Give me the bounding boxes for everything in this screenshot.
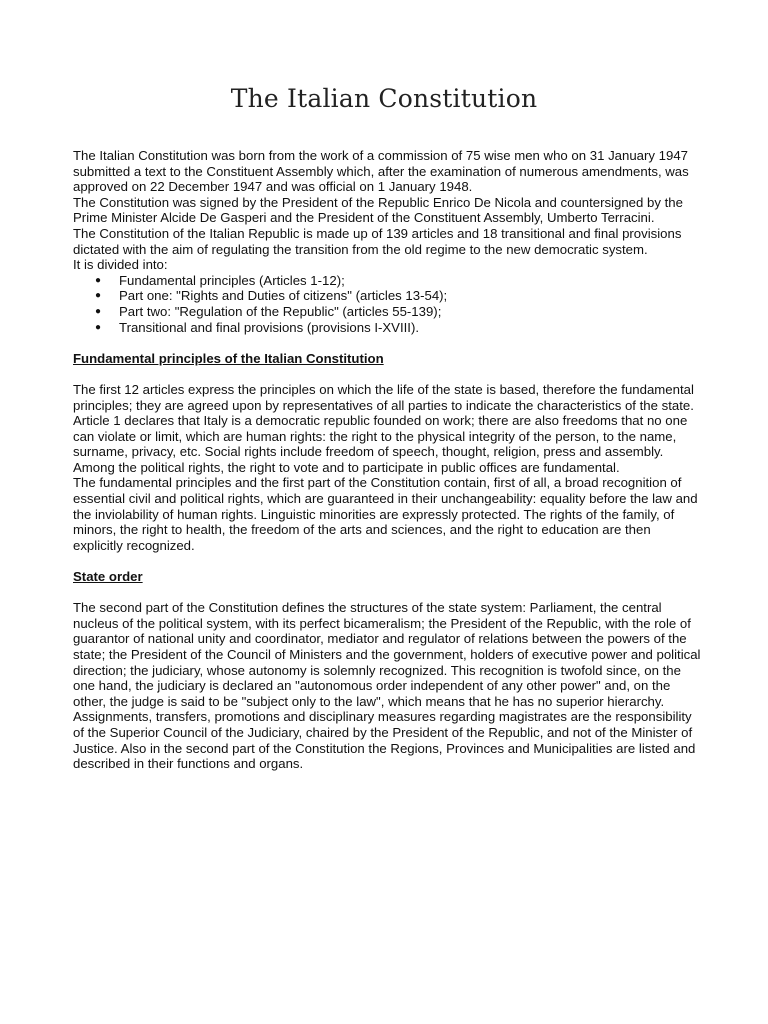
list-item: [95, 319, 703, 336]
document-title: The Italian Constitution: [230, 84, 538, 113]
section-paragraph: The first 12 articles express the principles on which the life of the state is based, therefore the fundamental principles; they are agreed upon by representatives of all parties to indicate the characteristics of the state. Article 1 declares that Italy is a democratic republic founded on work; there are also freedoms that no one can violate or limit, which are human rights: the right to the physical integrity of the person, to the name, surname, privacy, etc. Social rights include freedom of speech, thought, religion, press and assembly. Among the political rights, the right to vote and to participate in public offices are fundamental.: [73, 381, 694, 475]
list-item: [95, 288, 703, 304]
list-item-text: Part one: "Rights and Duties of citizens" (articles 13-54);: [119, 288, 448, 304]
bullet-icon: ●: [95, 290, 102, 302]
intro-paragraph: The Italian Constitution was born from the work of a commission of 75 wise men who on 31 January 1947 submitted a text to the Constituent Assembly which, after the examination of numerous amendments, was approved on 22 December 1947 and was official on 1 January 1948.: [73, 148, 689, 195]
bullet-icon: ●: [95, 321, 102, 333]
section-heading-state-order: State order: [73, 569, 143, 585]
list-item: [95, 272, 703, 289]
list-item-text: Part two: "Regulation of the Republic" (articles 55-139);: [119, 303, 442, 319]
section-paragraph: The fundamental principles and the first part of the Constitution contain, first of all, a broad recognition of essential civil and political rights, which are guaranteed in their unchangeability: equality before the law and the inviolability of human rights. Linguistic minorities are expressly protected. The rights of the family, of minors, the right to health, the freedom of the arts and sciences, and the right to education are then explicitly recognized.: [73, 475, 698, 553]
spacer: [73, 366, 703, 382]
intro-paragraph: The Constitution of the Italian Republic is made up of 139 articles and 18 transitional and final provisions dictated with the aim of regulating the transition from the old regime to the new democratic system.: [73, 225, 682, 257]
spacer: [73, 335, 703, 351]
spacer: [73, 553, 703, 569]
section-paragraph: The second part of the Constitution defines the structures of the state system: Parliament, the central nucleus of the political system, with its perfect bicameralism; the President of the Republic, with the role of guarantor of national unity and coordinator, mediator and regulator of relations between the powers of the state; the President of the Council of Ministers and the government, holders of executive power and political direction; the judiciary, whose autonomy is solemnly recognized. This recognition is twofold since, on the one hand, the judiciary is declared an "autonomous order independent of any other power" and, on the other, the judge is said to be "subject only to the law", which means that he has no superior hierarchy. Assignments, transfers, promotions and disciplinary measures regarding magistrates are the responsibility of the Superior Council of the Judiciary, chaired by the President of the Republic, and not of the Minister of Justice. Also in the second part of the Constitution the Regions, Provinces and Municipalities are listed and described in their functions and organs.: [73, 600, 701, 772]
spacer: [73, 585, 703, 601]
intro-paragraph: It is divided into:: [73, 257, 168, 273]
bullet-icon: ●: [95, 274, 102, 286]
list-item-text: Fundamental principles (Articles 1-12);: [119, 272, 345, 288]
intro-paragraph: The Constitution was signed by the President of the Republic Enrico De Nicola and countersigned by the Prime Minister Alcide De Gasperi and the President of the Constituent Assembly, Umberto Terracini.: [73, 194, 683, 226]
bullet-icon: ●: [95, 305, 102, 317]
list-item: [95, 303, 703, 320]
list-item-text: Transitional and final provisions (provisions I-XVIII).: [119, 319, 420, 335]
divisions-list: [73, 273, 703, 335]
section-heading-fundamental-principles: Fundamental principles of the Italian Constitution: [73, 350, 384, 366]
document-body: [73, 148, 703, 772]
